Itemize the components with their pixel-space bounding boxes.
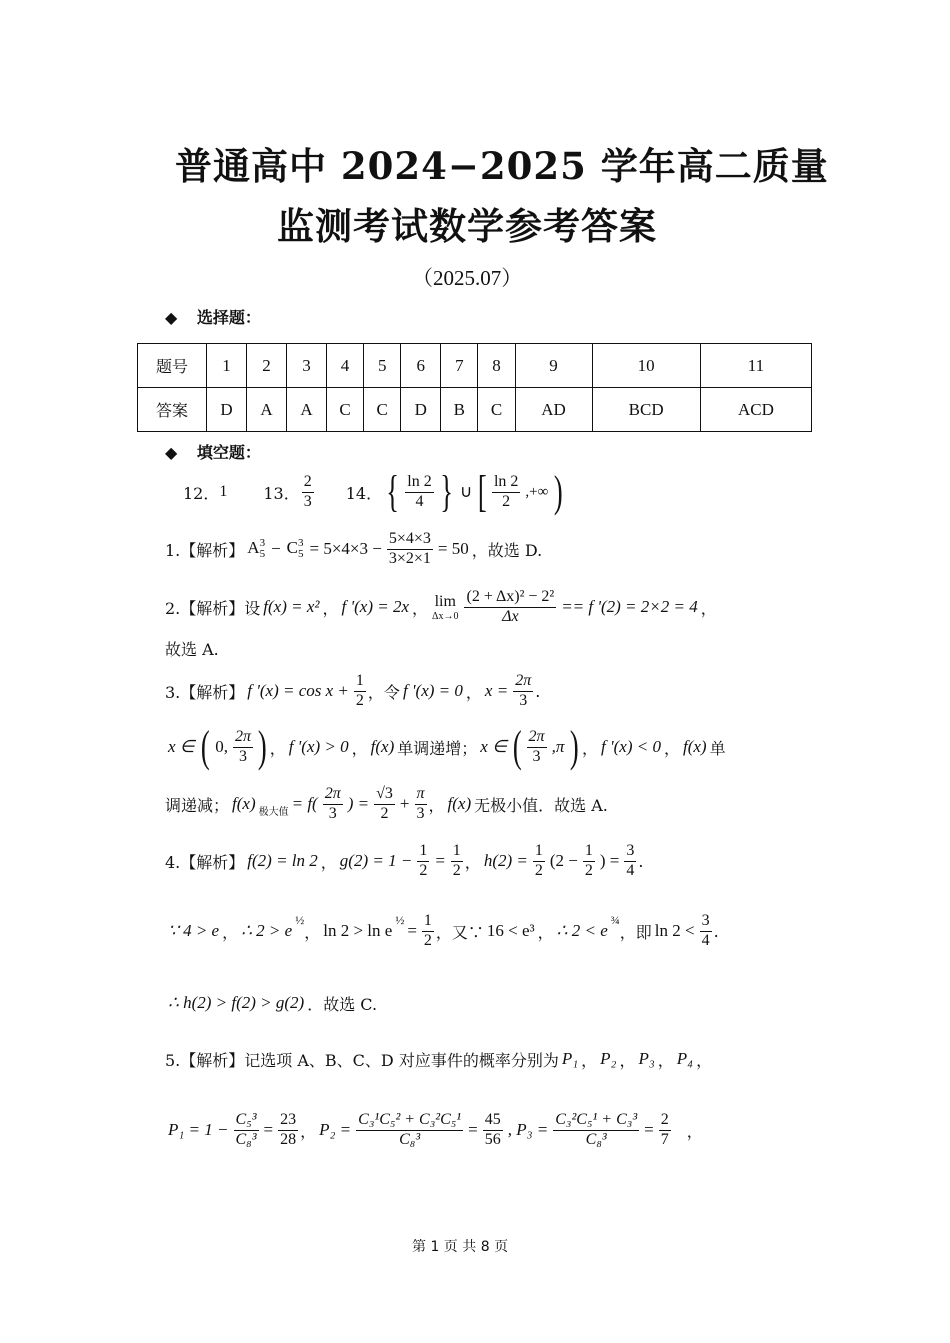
s5-sep: ， bbox=[619, 1050, 636, 1070]
s2-sep: ， bbox=[412, 598, 429, 618]
s3-fx-max: f(x) bbox=[232, 794, 256, 813]
s4-sep: ， bbox=[222, 922, 239, 942]
solution-3-line-2 bbox=[165, 721, 726, 773]
s3-fx: f(x) bbox=[682, 737, 707, 756]
s2-text: 设 bbox=[244, 598, 261, 618]
s2-numerator: (2 + Δx)² − 2² bbox=[464, 588, 556, 607]
table-cell-answer: A bbox=[286, 388, 326, 432]
s3-frac-half bbox=[354, 672, 366, 710]
table-cell-number: 4 bbox=[326, 344, 363, 388]
solution-2 bbox=[165, 582, 717, 632]
s5-num: C₃¹C₅² + C₃²C₅¹ bbox=[356, 1111, 463, 1130]
s2-lim-sub: Δx→0 bbox=[432, 610, 459, 622]
s3-num: 2π bbox=[323, 785, 343, 804]
s5-p4: P₄ bbox=[676, 1049, 694, 1068]
s3-derivative: f '(x) = cos x + bbox=[247, 681, 349, 700]
exam-date: （2025.07） bbox=[412, 266, 523, 290]
s1-a-sub: 5 bbox=[259, 548, 266, 561]
solution-4-label: 4.【解析】 bbox=[165, 852, 245, 872]
bullet-icon: ◆ bbox=[165, 308, 178, 327]
table-row-answers bbox=[138, 388, 812, 432]
s5-den: 28 bbox=[280, 1130, 297, 1148]
s5-num: 23 bbox=[278, 1111, 298, 1130]
q14-tail: ,+∞ bbox=[525, 483, 549, 500]
s4-therefore-2: ∴ 2 < e bbox=[556, 921, 608, 940]
s5-den: C₈³ bbox=[585, 1130, 607, 1148]
s4-frac bbox=[417, 842, 429, 880]
s5-den: 7 bbox=[660, 1130, 669, 1148]
s2-sep: ， bbox=[322, 598, 339, 618]
s4-den: 2 bbox=[423, 931, 432, 949]
left-paren-icon: ( bbox=[200, 722, 210, 771]
s3-sep: ， bbox=[465, 682, 482, 702]
s4-den: 2 bbox=[452, 861, 461, 879]
s5-den: C₈³ bbox=[399, 1130, 421, 1148]
s3-interval-frac-2 bbox=[527, 728, 547, 766]
s4-g2: g(2) = 1 − bbox=[339, 851, 413, 870]
solution-1-label: 1.【解析】 bbox=[165, 540, 245, 560]
s3-max-arg bbox=[323, 785, 343, 823]
s2-derivative: f '(x) = 2x bbox=[341, 597, 410, 616]
s1-denominator: 3×2×1 bbox=[388, 549, 431, 567]
s3-num: 2π bbox=[513, 672, 533, 691]
s1-c-symbol: C bbox=[286, 537, 298, 557]
table-cell-answer: D bbox=[401, 388, 441, 432]
s1-c-sup: 3 bbox=[298, 537, 304, 550]
s4-den: 2 bbox=[584, 861, 593, 879]
s5-p3-eq: , P₃ = bbox=[507, 1120, 549, 1139]
s4-sep: ， bbox=[304, 922, 321, 942]
s3-text: 单 bbox=[709, 738, 726, 758]
fill-answers bbox=[183, 466, 566, 518]
page-number: 第 1 页 共 8 页 bbox=[412, 1239, 509, 1255]
solution-3-line-3 bbox=[165, 778, 608, 830]
table-cell-answer: C bbox=[326, 388, 363, 432]
s5-den: C₈³ bbox=[235, 1130, 257, 1148]
s2-lim-text: lim bbox=[434, 592, 456, 610]
q13-denominator: 3 bbox=[303, 492, 312, 510]
table-cell-answer: A bbox=[246, 388, 286, 432]
s2-sep: ， bbox=[700, 598, 717, 618]
s4-den: 4 bbox=[701, 931, 710, 949]
s5-p2-eq: P₂ = bbox=[319, 1120, 352, 1139]
s3-interval-start: 0, bbox=[215, 737, 229, 756]
right-paren-icon: ) bbox=[570, 722, 580, 771]
q13-numerator: 2 bbox=[302, 473, 314, 492]
s3-den: 2 bbox=[355, 691, 364, 709]
left-square-bracket-icon: [ bbox=[478, 467, 488, 516]
s3-num: √3 bbox=[374, 785, 395, 804]
s3-frac-2pi3 bbox=[513, 672, 533, 710]
s3-sep: ， bbox=[663, 738, 680, 758]
s2-function: f(x) = x² bbox=[263, 597, 320, 616]
s4-num: 1 bbox=[583, 842, 595, 861]
solution-4-line-2 bbox=[165, 905, 719, 957]
table-cell-number: 11 bbox=[700, 344, 811, 388]
s1-result: = 50 bbox=[437, 539, 469, 558]
s5-equals: = bbox=[263, 1120, 274, 1139]
table-cell-number: 10 bbox=[592, 344, 700, 388]
s4-num: 1 bbox=[417, 842, 429, 861]
q14-label: 14． bbox=[345, 483, 383, 503]
s4-num: 3 bbox=[700, 912, 712, 931]
fill-heading-text: 填空题： bbox=[196, 443, 261, 462]
s4-conclusion: ．故选 C. bbox=[307, 994, 378, 1014]
s3-increasing: 单调递增； bbox=[397, 738, 478, 758]
q14-a-denominator: 4 bbox=[415, 492, 424, 510]
table-cell-answer: D bbox=[207, 388, 247, 432]
s2-fraction bbox=[464, 588, 556, 626]
right-brace-icon: } bbox=[439, 467, 453, 516]
left-paren-icon: ( bbox=[512, 722, 522, 771]
s4-sep: ， bbox=[537, 922, 554, 942]
table-cell-number: 2 bbox=[246, 344, 286, 388]
s3-den: 3 bbox=[239, 747, 248, 765]
s4-den: 2 bbox=[419, 861, 428, 879]
s5-frac bbox=[278, 1111, 298, 1149]
table-cell-number: 9 bbox=[515, 344, 592, 388]
s4-num: 3 bbox=[624, 842, 636, 861]
solution-3-label: 3.【解析】 bbox=[165, 682, 245, 702]
s5-p3: P₃ bbox=[638, 1049, 655, 1068]
s4-order: ∴ h(2) > f(2) > g(2) bbox=[168, 993, 305, 1012]
s3-conclusion: 无极小值．故选 A. bbox=[474, 795, 608, 815]
s3-num: 2π bbox=[233, 728, 253, 747]
q14-fraction-a bbox=[405, 473, 433, 511]
table-cell-number: 7 bbox=[441, 344, 478, 388]
table-header-number: 题号 bbox=[138, 344, 207, 388]
s3-plus: + bbox=[399, 794, 410, 813]
answer-table bbox=[137, 343, 812, 432]
s4-frac bbox=[624, 842, 636, 880]
s4-period: . bbox=[713, 921, 719, 941]
s3-den: 3 bbox=[328, 804, 337, 822]
s4-frac bbox=[583, 842, 595, 880]
s4-close: ) = bbox=[599, 851, 620, 870]
table-cell-answer: AD bbox=[515, 388, 592, 432]
table-cell-number: 1 bbox=[207, 344, 247, 388]
table-cell-answer: ACD bbox=[700, 388, 811, 432]
s4-inequality: 16 < e³ bbox=[486, 921, 535, 940]
s4-den: 2 bbox=[534, 861, 543, 879]
s4-h2: h(2) = bbox=[483, 851, 528, 870]
s2-conclusion: 故选 A. bbox=[165, 640, 219, 659]
s1-conclusion: ，故选 D. bbox=[471, 540, 543, 560]
title-line-2: 监测考试数学参考答案 bbox=[277, 204, 657, 248]
solution-5-label: 5.【解析】 bbox=[165, 1050, 245, 1070]
s3-sep: ， bbox=[351, 738, 368, 758]
s3-sep: ， bbox=[428, 795, 445, 815]
s4-text: ，即 bbox=[619, 922, 652, 942]
s5-equals: = bbox=[468, 1120, 478, 1139]
s2-denominator: Δx bbox=[502, 607, 519, 625]
s3-positive: f '(x) > 0 bbox=[288, 737, 349, 756]
solution-1 bbox=[165, 524, 542, 574]
s4-frac bbox=[533, 842, 545, 880]
q13-fraction bbox=[302, 473, 314, 511]
table-cell-number: 5 bbox=[364, 344, 401, 388]
s3-interval-1: x ∈ bbox=[168, 737, 195, 756]
bullet-icon: ◆ bbox=[165, 443, 178, 462]
s4-sup: ½ bbox=[295, 913, 305, 927]
s4-equals: = bbox=[434, 851, 446, 870]
solution-4-line-3 bbox=[165, 988, 377, 1018]
s3-den: 3 bbox=[519, 691, 528, 709]
s2-limit bbox=[432, 593, 458, 622]
solution-3-line-1 bbox=[165, 666, 540, 716]
s1-fraction bbox=[387, 530, 433, 568]
s5-frac bbox=[659, 1111, 671, 1149]
s1-expression: = 5×4×3 − bbox=[309, 539, 382, 558]
q14-a-numerator: ln 2 bbox=[405, 473, 433, 492]
s1-arrangement bbox=[247, 538, 265, 560]
s3-sqrt3-frac bbox=[374, 785, 395, 823]
s5-text: 记选项 A、B、C、D 对应事件的概率分别为 bbox=[244, 1050, 559, 1070]
s4-f2: f(2) = ln 2 bbox=[247, 851, 318, 870]
s4-frac bbox=[451, 842, 463, 880]
s5-frac bbox=[234, 1111, 259, 1149]
solution-4-line-1 bbox=[165, 835, 643, 887]
s4-paren: (2 − bbox=[549, 851, 578, 870]
s3-period: . bbox=[535, 681, 541, 701]
s4-den: 4 bbox=[626, 861, 635, 879]
solution-5-line-2 bbox=[165, 1102, 703, 1158]
q14-union: ∪ bbox=[459, 482, 473, 501]
s5-sep: ， bbox=[300, 1121, 317, 1141]
title-line-1: 普通高中 2024−2025 学年高二质量 bbox=[175, 144, 829, 188]
s5-p1: P₁ bbox=[561, 1049, 579, 1068]
s3-sep: ， bbox=[582, 738, 599, 758]
s3-max-sub: 极大值 bbox=[258, 807, 289, 818]
solution-2-label: 2.【解析】 bbox=[165, 598, 245, 618]
table-cell-number: 3 bbox=[286, 344, 326, 388]
s3-num: π bbox=[415, 785, 427, 804]
choice-section-heading bbox=[165, 305, 261, 328]
s5-frac bbox=[553, 1111, 639, 1149]
s4-sep: ， bbox=[464, 852, 481, 872]
s1-minus: − bbox=[271, 539, 281, 558]
s3-num: 1 bbox=[354, 672, 366, 691]
table-cell-answer: BCD bbox=[592, 388, 700, 432]
s5-p2: P₂ bbox=[600, 1049, 617, 1068]
choice-heading-text: 选择题： bbox=[196, 308, 261, 327]
s1-numerator: 5×4×3 bbox=[387, 530, 433, 549]
s4-frac bbox=[422, 912, 434, 950]
fill-section-heading bbox=[165, 440, 261, 463]
left-brace-icon: { bbox=[386, 467, 400, 516]
s5-frac bbox=[483, 1111, 503, 1149]
s3-num: 2π bbox=[527, 728, 547, 747]
s3-f-of: = f( bbox=[291, 794, 318, 813]
s4-because: ∵ 4 > e bbox=[168, 921, 220, 940]
s4-therefore: ∴ 2 > e bbox=[241, 921, 293, 940]
q12-label: 12． bbox=[183, 483, 220, 503]
table-cell-number: 6 bbox=[401, 344, 441, 388]
s3-interval-2: x ∈ bbox=[480, 737, 507, 756]
s3-den: 3 bbox=[416, 804, 425, 822]
s5-num: 2 bbox=[659, 1111, 671, 1130]
s4-text: ，又∵ bbox=[435, 922, 484, 942]
s2-result: == f '(2) = 2×2 = 4 bbox=[561, 597, 698, 616]
s1-combination bbox=[287, 538, 304, 560]
s3-negative: f '(x) < 0 bbox=[601, 737, 661, 756]
s5-den: 56 bbox=[484, 1130, 501, 1148]
q14-b-numerator: ln 2 bbox=[492, 473, 520, 492]
right-paren-icon: ) bbox=[257, 722, 267, 771]
s5-frac bbox=[356, 1111, 463, 1149]
solution-5-line-1 bbox=[165, 1044, 712, 1074]
s3-text: ，令 bbox=[367, 682, 400, 702]
q14-fraction-b bbox=[492, 473, 520, 511]
s1-a-sup: 3 bbox=[259, 537, 266, 550]
s5-sep: ， bbox=[581, 1050, 598, 1070]
s3-den: 2 bbox=[380, 804, 389, 822]
s5-num: C₃²C₅¹ + C₃³ bbox=[553, 1111, 639, 1130]
s4-period: . bbox=[638, 851, 644, 871]
s4-equals: = bbox=[407, 921, 417, 940]
s5-p1-eq: P₁ = 1 − bbox=[168, 1120, 229, 1139]
table-header-answer: 答案 bbox=[138, 388, 207, 432]
table-row-numbers bbox=[138, 344, 812, 388]
s3-den: 3 bbox=[532, 747, 541, 765]
s4-num: 1 bbox=[533, 842, 545, 861]
s3-decreasing: 调递减； bbox=[165, 795, 230, 815]
s3-pi3-frac bbox=[415, 785, 427, 823]
q12-value: 1 bbox=[219, 483, 228, 500]
s4-sup: ¾ bbox=[610, 913, 620, 927]
s4-frac bbox=[700, 912, 712, 950]
s1-a-symbol: A bbox=[247, 537, 260, 557]
s4-ln-compare: ln 2 > ln e bbox=[323, 921, 393, 940]
s1-c-sub: 5 bbox=[298, 548, 304, 561]
s3-fx: f(x) bbox=[370, 737, 395, 756]
s4-ln-bound: ln 2 < bbox=[654, 921, 695, 940]
table-cell-answer: C bbox=[478, 388, 515, 432]
s5-sep: ， bbox=[657, 1050, 674, 1070]
right-paren-icon: ) bbox=[554, 467, 564, 516]
s4-sup: ½ bbox=[395, 913, 405, 927]
s5-equals: = bbox=[644, 1120, 654, 1139]
s3-equals: ) = bbox=[347, 794, 370, 813]
s3-x-eq: x = bbox=[484, 681, 509, 700]
s5-sep: ， bbox=[696, 1050, 713, 1070]
s3-interval-frac bbox=[233, 728, 253, 766]
q14-b-denominator: 2 bbox=[502, 492, 511, 510]
s3-equation: f '(x) = 0 bbox=[402, 681, 463, 700]
s5-num: 45 bbox=[483, 1111, 503, 1130]
s4-num: 1 bbox=[451, 842, 463, 861]
table-cell-answer: B bbox=[441, 388, 478, 432]
table-cell-answer: C bbox=[364, 388, 401, 432]
s5-num: C₅³ bbox=[234, 1111, 259, 1130]
table-cell-number: 8 bbox=[478, 344, 515, 388]
q13-label: 13． bbox=[263, 483, 300, 503]
s3-interval-end: ,π bbox=[551, 737, 565, 756]
s3-fx: f(x) bbox=[447, 794, 472, 813]
s4-num: 1 bbox=[422, 912, 434, 931]
s4-sep: ， bbox=[320, 852, 337, 872]
s5-sep: ， bbox=[686, 1121, 703, 1141]
s3-sep: ， bbox=[269, 738, 286, 758]
